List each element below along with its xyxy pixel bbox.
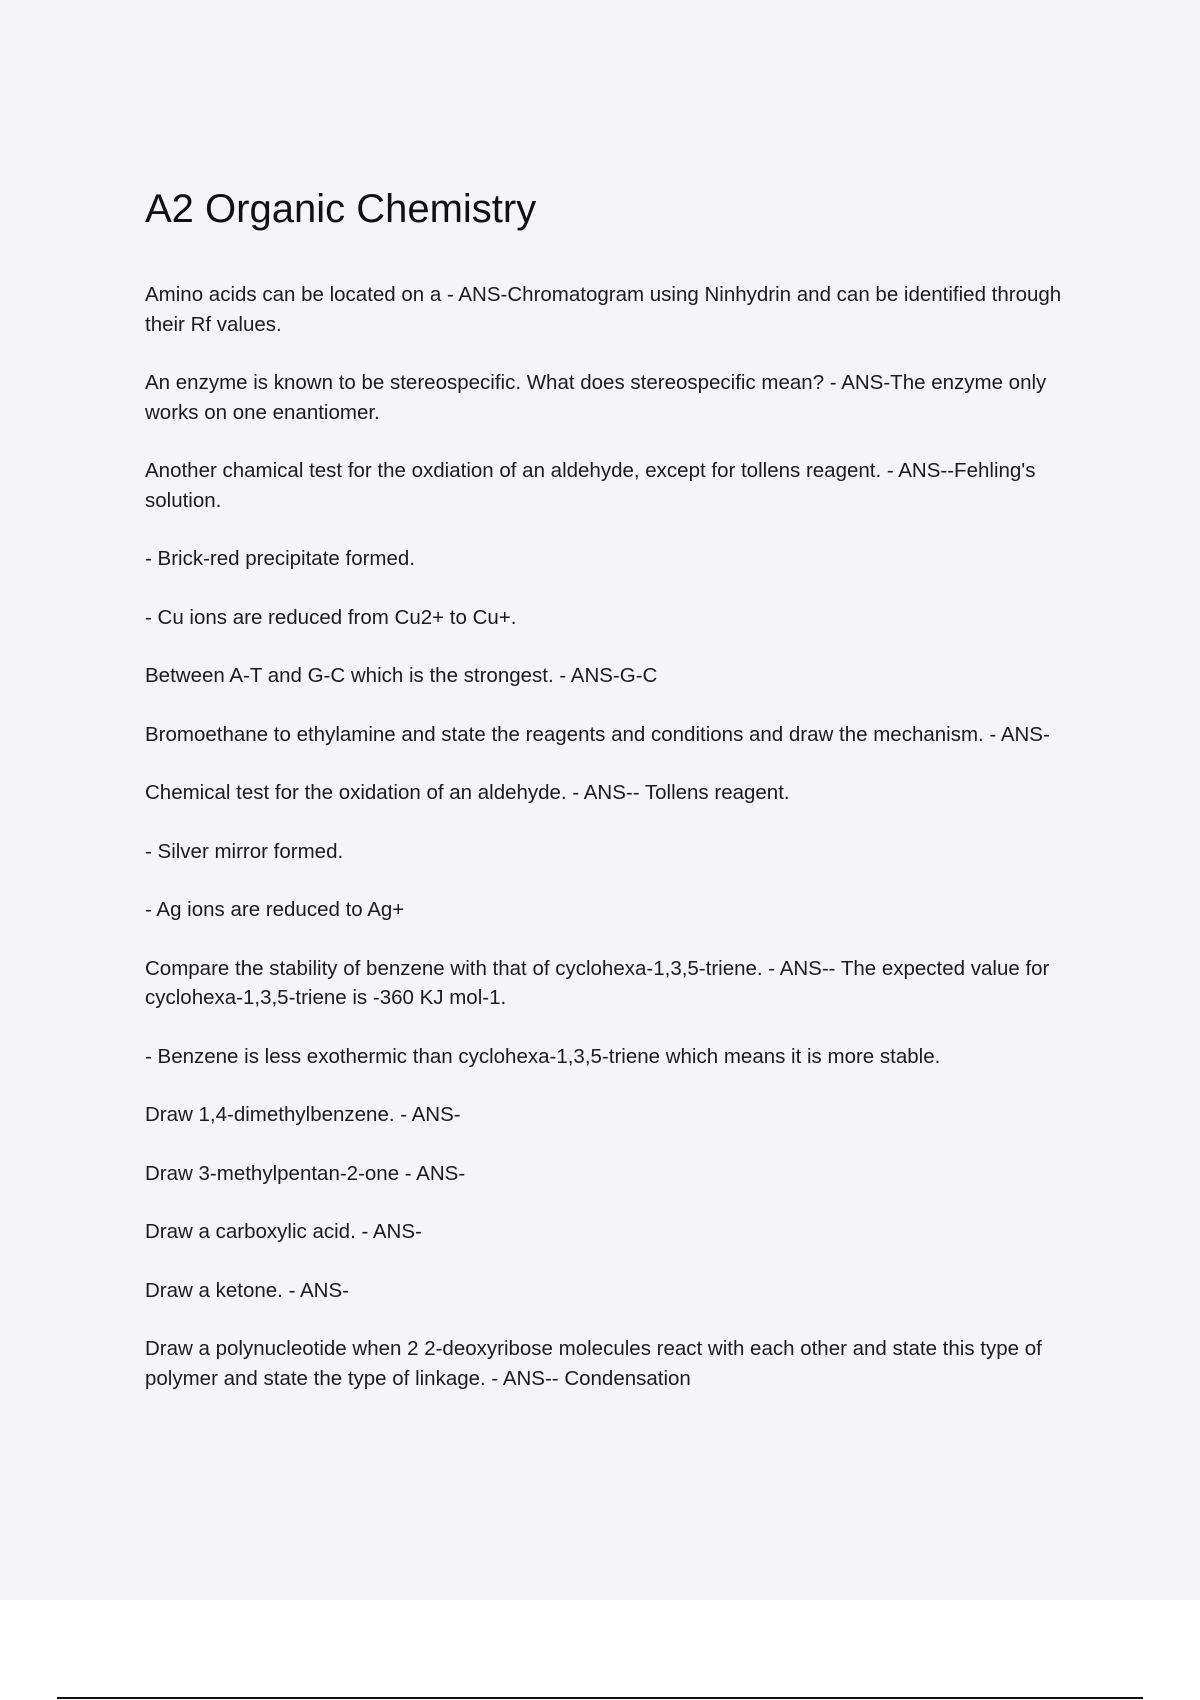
footer-divider	[57, 1697, 1143, 1699]
qa-paragraph: Draw 1,4-dimethylbenzene. - ANS-	[145, 1103, 461, 1126]
qa-paragraph: - Silver mirror formed.	[145, 839, 344, 863]
page-title: A2 Organic Chemistry	[145, 187, 537, 231]
qa-paragraph: - Brick-red precipitate formed.	[145, 547, 416, 570]
qa-paragraph: Draw a ketone. - ANS-	[145, 1278, 349, 1302]
qa-paragraph: Draw a polynucleotide when 2 2-deoxyribose molecules react with each other and state this type of polymer and state the type of linkage. - ANS-- Condensation	[145, 1337, 1042, 1390]
qa-paragraph: Amino acids can be located on a - ANS-Chromatogram using Ninhydrin and can be identified through their Rf values.	[145, 283, 1062, 336]
qa-paragraph: Draw a carboxylic acid. - ANS-	[145, 1220, 422, 1243]
qa-paragraph: Chemical test for the oxidation of an aldehyde. - ANS-- Tollens reagent.	[145, 781, 790, 804]
qa-paragraph: - Benzene is less exothermic than cyclohexa-1,3,5-triene which means it is more stable.	[145, 1044, 941, 1068]
qa-paragraph: Another chamical test for the oxdiation of an aldehyde, except for tollens reagent. - ANS--Fehling's solution.	[145, 459, 1036, 512]
qa-paragraph: Draw 3-methylpentan-2-one - ANS-	[145, 1161, 466, 1185]
qa-paragraph: Compare the stability of benzene with that of cyclohexa-1,3,5-triene. - ANS-- The expected value for cyclohexa-1,3,5-triene is -360 KJ mol-1.	[145, 956, 1050, 1009]
qa-paragraph: - Ag ions are reduced to Ag+	[145, 898, 405, 921]
qa-paragraph: An enzyme is known to be stereospecific. What does stereospecific mean? - ANS-The enzyme only works on one enantiomer.	[145, 371, 1047, 424]
qa-paragraph: - Cu ions are reduced from Cu2+ to Cu+.	[145, 605, 517, 629]
qa-paragraph: Between A-T and G-C which is the strongest. - ANS-G-C	[145, 664, 658, 687]
qa-paragraph: Bromoethane to ethylamine and state the reagents and conditions and draw the mechanism. - ANS-	[145, 722, 1050, 746]
qa-list	[145, 280, 1080, 1422]
